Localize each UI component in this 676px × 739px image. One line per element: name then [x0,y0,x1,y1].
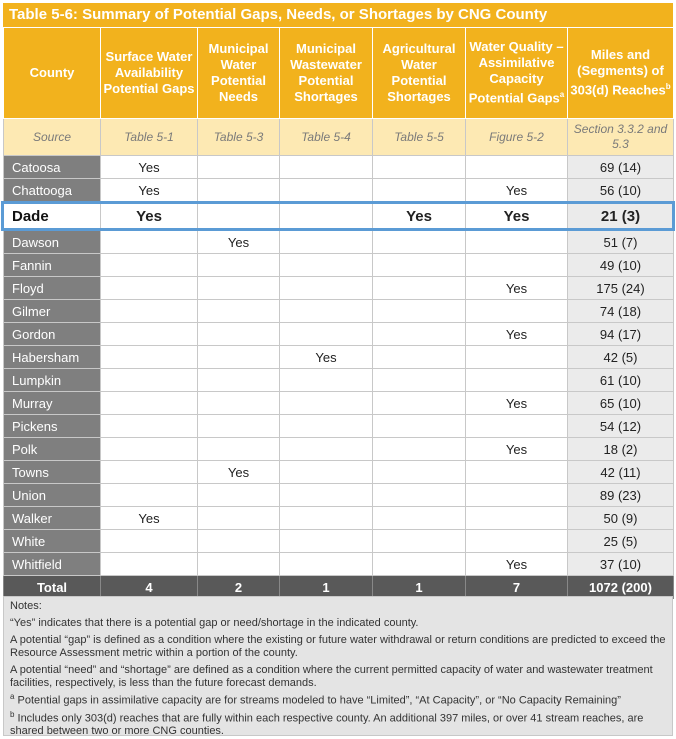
gap-indicator-cell [280,323,373,346]
gap-indicator-cell [280,507,373,530]
miles-segments-cell: 56 (10) [568,179,674,202]
source-cell: Section 3.3.2 and 5.3 [568,119,674,156]
gap-indicator-cell [280,369,373,392]
table-row [4,438,674,461]
gap-indicator-cell [198,254,280,277]
total-cell: 7 [466,576,568,599]
total-label: Total [4,576,101,599]
miles-segments-cell: 175 (24) [568,277,674,300]
miles-segments-cell: 42 (11) [568,461,674,484]
total-cell: 1 [373,576,466,599]
table-row [4,202,674,231]
gap-indicator-cell: Yes [466,179,568,202]
gap-indicator-cell: Yes [101,202,198,231]
miles-segments-cell: 18 (2) [568,438,674,461]
miles-segments-cell: 69 (14) [568,156,674,179]
table-row [4,346,674,369]
header-municipal-wastewater: Municipal Wastewater Potential Shortages [280,28,373,119]
gap-indicator-cell [280,156,373,179]
total-cell: 2 [198,576,280,599]
county-name: Towns [4,461,101,484]
county-name: Lumpkin [4,369,101,392]
gap-indicator-cell [466,254,568,277]
gap-indicator-cell [198,415,280,438]
miles-segments-cell: 94 (17) [568,323,674,346]
county-name: Polk [4,438,101,461]
header-surface-water: Surface Water Availability Potential Gaps [101,28,198,119]
table-row [4,254,674,277]
source-label: Source [4,119,101,156]
gap-indicator-cell: Yes [466,323,568,346]
gap-indicator-cell [101,553,198,576]
gap-indicator-cell [101,300,198,323]
county-name: Whitfield [4,553,101,576]
gap-indicator-cell [101,231,198,254]
gap-indicator-cell [198,346,280,369]
source-cell: Table 5-5 [373,119,466,156]
gap-indicator-cell [373,369,466,392]
gap-indicator-cell [101,415,198,438]
gap-indicator-cell: Yes [373,202,466,231]
gap-indicator-cell [466,530,568,553]
gap-indicator-cell [101,484,198,507]
gap-indicator-cell [198,438,280,461]
gap-indicator-cell [373,300,466,323]
gap-indicator-cell [373,415,466,438]
source-cell: Table 5-3 [198,119,280,156]
source-row [4,119,674,156]
gap-indicator-cell [198,507,280,530]
gap-indicator-cell [280,300,373,323]
table-row [4,300,674,323]
table-row [4,415,674,438]
gap-indicator-cell [280,438,373,461]
gap-indicator-cell [198,179,280,202]
gap-indicator-cell [280,231,373,254]
miles-segments-cell: 65 (10) [568,392,674,415]
table-row [4,323,674,346]
gap-indicator-cell [466,507,568,530]
gap-indicator-cell: Yes [466,553,568,576]
header-municipal-water: Municipal Water Potential Needs [198,28,280,119]
county-name: Dade [4,202,101,231]
note-b-text: Includes only 303(d) reaches that are fully within each respective county. An additional 397 miles, or over 41 stream reaches, are shared between two or more CNG counties. [10,712,644,738]
gap-indicator-cell [101,254,198,277]
gap-indicator-cell [373,392,466,415]
gap-indicator-cell [198,300,280,323]
table-row [4,553,674,576]
gap-indicator-cell [373,254,466,277]
gap-indicator-cell [198,484,280,507]
gap-indicator-cell [101,277,198,300]
miles-segments-cell: 37 (10) [568,553,674,576]
header-miles-text: Miles and (Segments) of 303(d) Reaches [570,47,666,98]
county-name: Floyd [4,277,101,300]
miles-segments-cell: 25 (5) [568,530,674,553]
gap-indicator-cell [280,277,373,300]
table-row [4,507,674,530]
gap-indicator-cell [373,507,466,530]
gap-indicator-cell [373,156,466,179]
total-cell: 1 [280,576,373,599]
source-cell: Table 5-1 [101,119,198,156]
gap-indicator-cell [101,346,198,369]
gap-indicator-cell [198,369,280,392]
note-b-mark: b [10,709,15,719]
gap-indicator-cell [280,179,373,202]
miles-segments-cell: 42 (5) [568,346,674,369]
note-yes: “Yes” indicates that there is a potential gap or need/shortage in the indicated county. [10,617,419,629]
header-row [4,28,674,119]
table-row [4,179,674,202]
gap-indicator-cell [280,530,373,553]
gap-indicator-cell [373,553,466,576]
source-cell: Table 5-4 [280,119,373,156]
gap-indicator-cell: Yes [466,392,568,415]
gap-indicator-cell: Yes [198,231,280,254]
miles-segments-cell: 89 (23) [568,484,674,507]
miles-segments-cell: 61 (10) [568,369,674,392]
header-water-quality [466,28,568,119]
county-name: Catoosa [4,156,101,179]
notes-heading: Notes: [10,600,42,612]
gap-indicator-cell [280,392,373,415]
gap-indicator-cell [198,530,280,553]
county-name: White [4,530,101,553]
footnote-mark-a: a [559,90,565,100]
note-a-mark: a [10,692,15,701]
notes-section [3,596,673,736]
table-row [4,231,674,254]
gap-indicator-cell [101,323,198,346]
gap-indicator-cell [101,461,198,484]
gap-indicator-cell [280,461,373,484]
gap-indicator-cell [466,484,568,507]
table-row [4,392,674,415]
table-row [4,369,674,392]
county-name: Union [4,484,101,507]
gap-indicator-cell [373,323,466,346]
county-name: Chattooga [4,179,101,202]
table-row [4,156,674,179]
gap-indicator-cell [280,553,373,576]
county-name: Gordon [4,323,101,346]
gap-indicator-cell [466,415,568,438]
county-name: Walker [4,507,101,530]
gap-indicator-cell [373,484,466,507]
miles-segments-cell: 54 (12) [568,415,674,438]
miles-segments-cell: 21 (3) [568,202,674,231]
county-name: Gilmer [4,300,101,323]
header-county: County [4,28,101,119]
table-title: Table 5-6: Summary of Potential Gaps, Needs, or Shortages by CNG County [3,3,673,27]
gap-indicator-cell [373,277,466,300]
county-name: Habersham [4,346,101,369]
gap-indicator-cell: Yes [198,461,280,484]
gap-indicator-cell [198,277,280,300]
gap-indicator-cell [280,202,373,231]
gap-indicator-cell [101,530,198,553]
gap-indicator-cell: Yes [466,202,568,231]
gap-indicator-cell [466,346,568,369]
total-cell: 1072 (200) [568,576,674,599]
miles-segments-cell: 74 (18) [568,300,674,323]
gap-indicator-cell [373,179,466,202]
header-agricultural-water: Agricultural Water Potential Shortages [373,28,466,119]
county-name: Dawson [4,231,101,254]
gap-indicator-cell [280,254,373,277]
table-row [4,530,674,553]
gap-indicator-cell [466,461,568,484]
table-row [4,461,674,484]
header-water-quality-text: Water Quality – Assimilative Capacity Potential Gaps [468,39,564,106]
gap-indicator-cell [373,231,466,254]
gap-indicator-cell: Yes [466,438,568,461]
gap-indicator-cell [198,392,280,415]
gap-indicator-cell [101,438,198,461]
county-name: Murray [4,392,101,415]
gap-indicator-cell [373,438,466,461]
gap-indicator-cell [101,392,198,415]
gap-indicator-cell [198,323,280,346]
gap-indicator-cell [101,369,198,392]
county-name: Pickens [4,415,101,438]
note-a [10,690,666,708]
gap-indicator-cell [373,346,466,369]
gap-indicator-cell [373,461,466,484]
summary-table [3,27,674,599]
gap-indicator-cell [466,369,568,392]
gap-indicator-cell: Yes [280,346,373,369]
header-miles-segments [568,28,674,119]
note-b [10,708,666,739]
footnote-mark-b: b [665,82,671,92]
gap-indicator-cell [466,231,568,254]
table-row [4,484,674,507]
table-row [4,277,674,300]
gap-indicator-cell [280,415,373,438]
miles-segments-cell: 49 (10) [568,254,674,277]
miles-segments-cell: 50 (9) [568,507,674,530]
gap-indicator-cell [373,530,466,553]
gap-indicator-cell [198,202,280,231]
note-need-shortage: A potential “need” and “shortage” are defined as a condition where the current permitted capacity of water and wastewater treatment facilities, respectively, is less than the future forecast demands. [10,664,653,689]
gap-indicator-cell: Yes [466,277,568,300]
county-name: Fannin [4,254,101,277]
source-cell: Figure 5-2 [466,119,568,156]
gap-indicator-cell [198,156,280,179]
total-cell: 4 [101,576,198,599]
gap-indicator-cell [466,300,568,323]
gap-indicator-cell: Yes [101,179,198,202]
gap-indicator-cell [280,484,373,507]
note-a-text: Potential gaps in assimilative capacity are for streams modeled to have “Limited”, “At Capacity”, or “No Capacity Remaining” [14,694,621,707]
gap-indicator-cell: Yes [101,156,198,179]
note-gap: A potential “gap” is defined as a condition where the existing or future water withdrawal or return conditions are predicted to exceed the Resource Assessment metric within a portion of the county. [10,634,666,659]
gap-indicator-cell: Yes [101,507,198,530]
gap-indicator-cell [466,156,568,179]
gap-indicator-cell [198,553,280,576]
miles-segments-cell: 51 (7) [568,231,674,254]
